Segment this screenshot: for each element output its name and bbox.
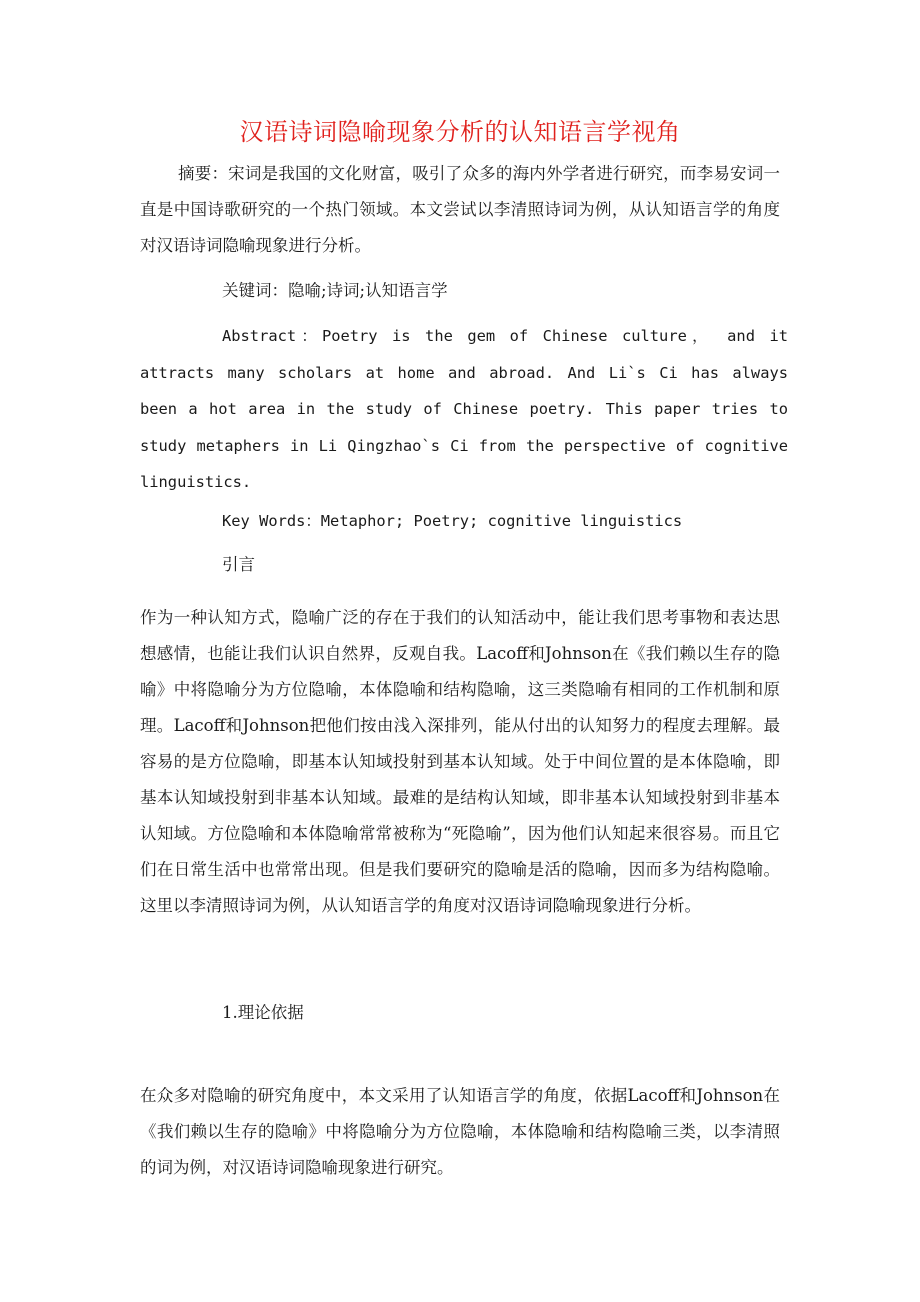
- document-title: 汉语诗词隐喻现象分析的认知语言学视角: [239, 118, 681, 146]
- introduction-paragraph: 作为一种认知方式，隐喻广泛的存在于我们的认知活动中，能让我们思考事物和表达思想感情，也能让我们认识自然界，反观自我。Lacoff和Johnson在《我们赖以生存的隐喻》中将隐喻分为方位隐喻，本体隐喻和结构隐喻，这三类隐喻有相同的工作机制和原理。Lacoff和Johnson把他们按由浅入深排列，能从付出的认知努力的程度去理解。最容易的是方位隐喻，即基本认知域投射到基本认知域。处于中间位置的是本体隐喻，即基本认知域投射到非基本认知域。最难的是结构认知域，即非基本认知域投射到非基本认知域。方位隐喻和本体隐喻常常被称为“死隐喻”，因为他们认知起来很容易。而且它们在日常生活中也常常出现。但是我们要研究的隐喻是活的隐喻，因而多为结构隐喻。这里以李清照诗词为例，从认知语言学的角度对汉语诗词隐喻现象进行分析。: [140, 608, 780, 915]
- abstract-chinese: 摘要：宋词是我国的文化财富，吸引了众多的海内外学者进行研究，而李易安词一直是中国诗歌研究的一个热门领域。本文尝试以李清照诗词为例，从认知语言学的角度对汉语诗词隐喻现象进行分析。: [140, 164, 780, 255]
- keywords-chinese: 关键词：隐喻;诗词;认知语言学: [222, 281, 448, 300]
- section-heading-theory: 1.理论依据: [222, 1003, 304, 1022]
- section-heading-introduction: 引言: [222, 555, 255, 574]
- abstract-english: Abstract：Poetry is the gem of Chinese culture， and it attracts many scholars at home and abroad. And Li`s Ci has always been a hot area in the study of Chinese poetry. This paper tries to study metaphers in Li Qingzhao`s Ci from the perspective of cognitive linguistics.: [140, 327, 788, 491]
- theory-paragraph: 在众多对隐喻的研究角度中，本文采用了认知语言学的角度，依据Lacoff和Johnson在《我们赖以生存的隐喻》中将隐喻分为方位隐喻，本体隐喻和结构隐喻三类，以李清照的词为例，对汉语诗词隐喻现象进行研究。: [140, 1086, 780, 1177]
- keywords-english: Key Words：Metaphor; Poetry; cognitive linguistics: [222, 512, 683, 530]
